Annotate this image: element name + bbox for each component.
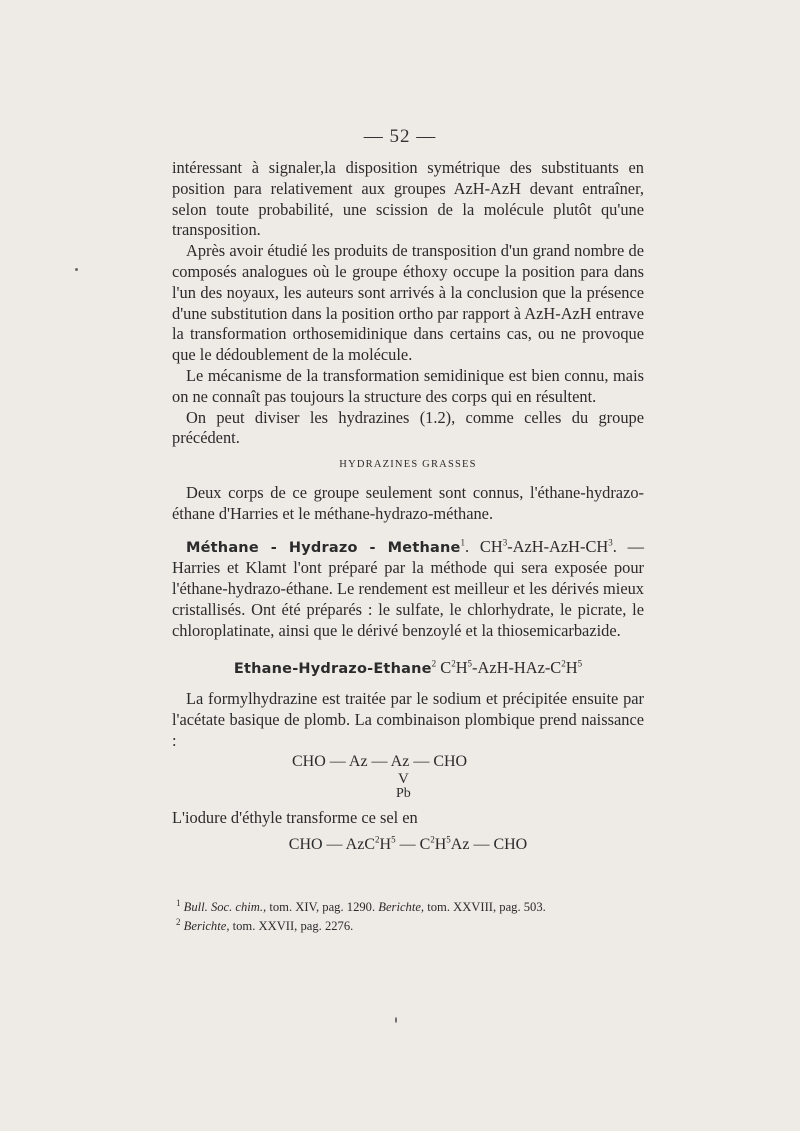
- subscript: 5: [467, 658, 473, 669]
- formula-part: H: [434, 835, 447, 853]
- footnote-2: [176, 917, 646, 936]
- ethane-title: Ethane-Hydrazo-Ethane: [233, 660, 432, 677]
- footnote-mark: 2: [176, 916, 181, 927]
- formula-part: H: [565, 657, 578, 677]
- footnote-source: Bull. Soc. chim.,: [183, 900, 267, 914]
- formula-part: H: [455, 657, 468, 677]
- paragraph-3: Le mécanisme de la transformation semidinique est bien connu, mais on ne connaît pas toujours la structure des corps qui en résultent.: [172, 365, 644, 406]
- formula-part: C: [440, 657, 452, 677]
- footnote-text: tom. XIV, pag. 1290.: [266, 900, 379, 914]
- formula-part: CHO — AzC: [288, 835, 375, 853]
- formula-part: Az — CHO: [450, 835, 528, 853]
- methane-text: . — Harries et Klamt l'ont préparé par la méthode qui sera exposée pour l'éthane-hydrazo-éthane. Le rendement est meilleur et les dérivés mieux cristallisés. Ont été préparés : le sulfate, le chlorhydrate, le picrate, le chloroplatinate, ainsi que le dérivé benzoylé et la thiosemicarbazide.: [172, 536, 644, 640]
- paragraph-6: La formylhydrazine est traitée par le sodium et précipitée ensuite par l'acétate basique de plomb. La combinaison plombique prend naissance :: [172, 689, 644, 750]
- formula-iodure: [172, 835, 644, 855]
- paragraph-7: L'iodure d'éthyle transforme ce sel en: [172, 807, 418, 827]
- paragraph-4: On peut diviser les hydrazines (1.2), comme celles du groupe précédent.: [172, 407, 644, 448]
- paper-speck: [395, 1017, 397, 1023]
- paragraph-methane: [172, 537, 644, 642]
- footnote-mark: 1: [176, 897, 181, 908]
- footnote-text: tom. XXVIII, pag. 503.: [424, 900, 546, 914]
- paper-speck: [75, 268, 78, 271]
- subscript: 2: [561, 658, 566, 669]
- subscript: 5: [446, 834, 451, 845]
- ethane-heading: [172, 658, 644, 680]
- page-number: — 52 —: [363, 126, 437, 147]
- subscript: 2: [451, 658, 456, 669]
- subscript: 3: [502, 537, 508, 548]
- subscript: 2: [375, 834, 380, 845]
- footnote-text: tom. XXVII, pag. 2276.: [229, 919, 354, 933]
- methane-formula-b: -AzH-AzH-CH: [507, 536, 609, 556]
- formula-part: — C: [395, 835, 431, 853]
- paragraph-5: Deux corps de ce groupe seulement sont connus, l'éthane-hydrazo-éthane d'Harries et le méthane-hydrazo-méthane.: [172, 482, 644, 523]
- subscript: 5: [577, 658, 583, 669]
- subscript: 3: [608, 537, 613, 548]
- methane-title: Méthane - Hydrazo - Methane: [186, 539, 461, 556]
- formula-part: -AzH-HAz-C: [472, 657, 562, 677]
- subscript: 2: [430, 834, 435, 845]
- footnote-1: [176, 898, 646, 917]
- subheading-hydrazines-grasses: HYDRAZINES GRASSES: [339, 459, 477, 471]
- ethane-formula: [440, 658, 582, 677]
- formula-pb: Pb: [396, 785, 411, 801]
- footnote-ref-1: 1: [460, 537, 466, 548]
- formula-plombique: CHO — Az — Az — CHO: [292, 752, 468, 770]
- footnote-ref-2: 2: [431, 658, 437, 669]
- paragraph-2: Après avoir étudié les produits de transposition d'un grand nombre de composés analogues où le groupe éthoxy occupe la position para dans l'un des noyaux, les auteurs sont arrivés à la conclusion que la présence d'une substitution dans la position ortho par rapport à AzH-AzH entrave la transformation orthosemidinique dans certains cas, ou ne provoque que le dédoublement de la molécule.: [172, 241, 644, 365]
- main-text: [172, 158, 644, 855]
- subscript: 5: [391, 834, 396, 845]
- footnote-source: Berichte,: [183, 919, 230, 933]
- methane-formula-a: . CH: [465, 536, 503, 556]
- formula-vee: V: [398, 770, 409, 787]
- paragraph-1: intéressant à signaler,la disposition symétrique des substituants en position para relativement aux groupes AzH-AzH devant entraîner, selon toute probabilité, une scission de la molécule plutôt qu'une transposition.: [172, 158, 644, 240]
- formula-part: H: [379, 835, 392, 853]
- footnote-source: Berichte,: [378, 900, 425, 914]
- footnotes: [176, 898, 646, 936]
